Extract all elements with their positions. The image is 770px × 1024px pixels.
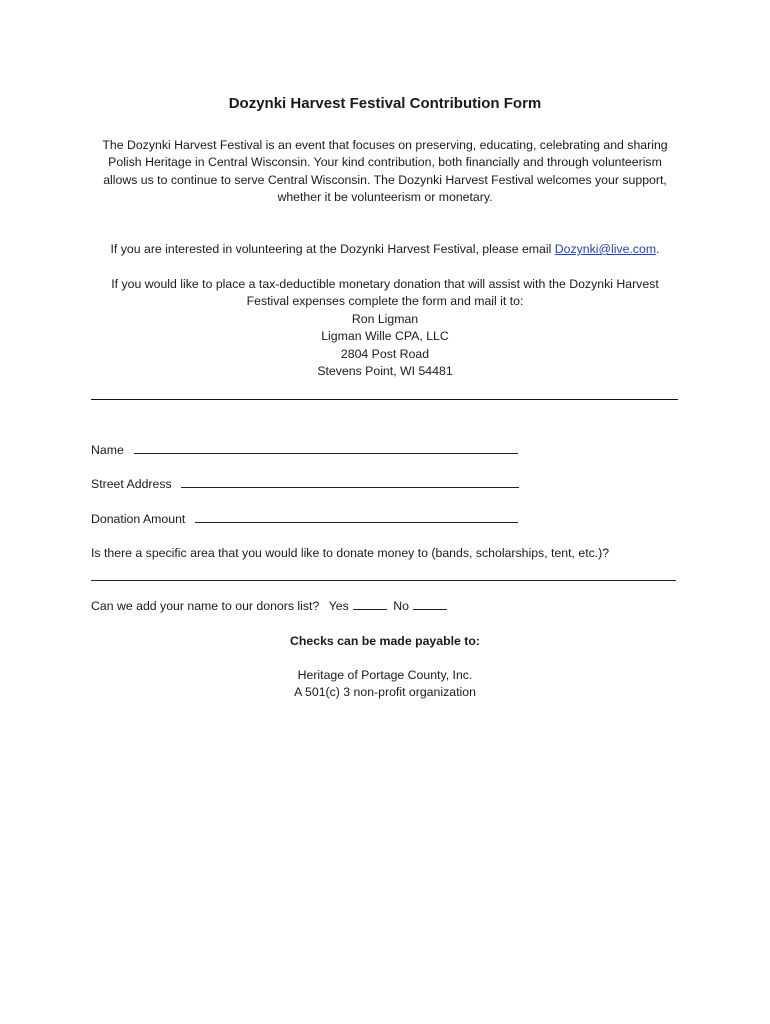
amount-field bbox=[91, 511, 518, 528]
intro-line: allows us to continue to serve Central Wisconsin. The Dozynki Harvest Festival welcomes your support, bbox=[103, 172, 667, 187]
donors-list-field bbox=[91, 598, 447, 615]
intro-paragraph bbox=[60, 137, 710, 207]
volunteer-paragraph bbox=[60, 241, 710, 258]
name-label: Name bbox=[91, 443, 124, 457]
mail-street: 2804 Post Road bbox=[340, 346, 430, 361]
street-input-line[interactable] bbox=[181, 476, 519, 488]
checks-payable-title: Checks can be made payable to: bbox=[290, 634, 480, 648]
donation-line: Festival expenses complete the form and mail it to: bbox=[246, 294, 524, 309]
mail-city: Stevens Point, WI 54481 bbox=[317, 364, 453, 379]
no-input-line[interactable] bbox=[413, 598, 447, 610]
donation-line: If you would like to place a tax-deductible monetary donation that will assist with the Dozynki Harvest bbox=[111, 277, 659, 291]
form-title: Dozynki Harvest Festival Contribution Form bbox=[228, 95, 542, 112]
amount-input-line[interactable] bbox=[195, 511, 518, 523]
specific-area-question: Is there a specific area that you would like to donate money to (bands, scholarships, tent, etc.)? bbox=[91, 546, 610, 560]
amount-label: Donation Amount bbox=[91, 512, 186, 526]
intro-line: whether it be volunteerism or monetary. bbox=[277, 190, 493, 205]
street-field bbox=[91, 476, 519, 493]
donation-paragraph bbox=[60, 276, 710, 380]
volunteer-end: . bbox=[656, 242, 660, 256]
street-label: Street Address bbox=[91, 477, 172, 491]
mail-recipient-company: Ligman Wille CPA, LLC bbox=[321, 329, 449, 344]
name-input-line[interactable] bbox=[134, 442, 518, 454]
email-link[interactable]: Dozynki@live.com bbox=[554, 242, 657, 256]
yes-label: Yes bbox=[328, 599, 349, 613]
specific-area-input-line[interactable] bbox=[91, 580, 676, 581]
volunteer-text: If you are interested in volunteering at the Dozynki Harvest Festival, please email bbox=[110, 242, 555, 256]
name-field bbox=[91, 442, 518, 459]
intro-line: Polish Heritage in Central Wisconsin. Your kind contribution, both financially and through volunteerism bbox=[108, 155, 662, 170]
donors-list-question: Can we add your name to our donors list? bbox=[91, 599, 320, 613]
section-divider bbox=[91, 399, 678, 400]
yes-input-line[interactable] bbox=[353, 598, 387, 610]
mail-recipient-name: Ron Ligman bbox=[351, 311, 419, 326]
payee-status: A 501(c) 3 non-profit organization bbox=[294, 685, 476, 700]
payee-name: Heritage of Portage County, Inc. bbox=[297, 668, 473, 682]
intro-line: The Dozynki Harvest Festival is an event that focuses on preserving, educating, celebrating and sharing bbox=[102, 138, 668, 152]
payee-block bbox=[60, 667, 710, 702]
no-label: No bbox=[393, 599, 409, 613]
